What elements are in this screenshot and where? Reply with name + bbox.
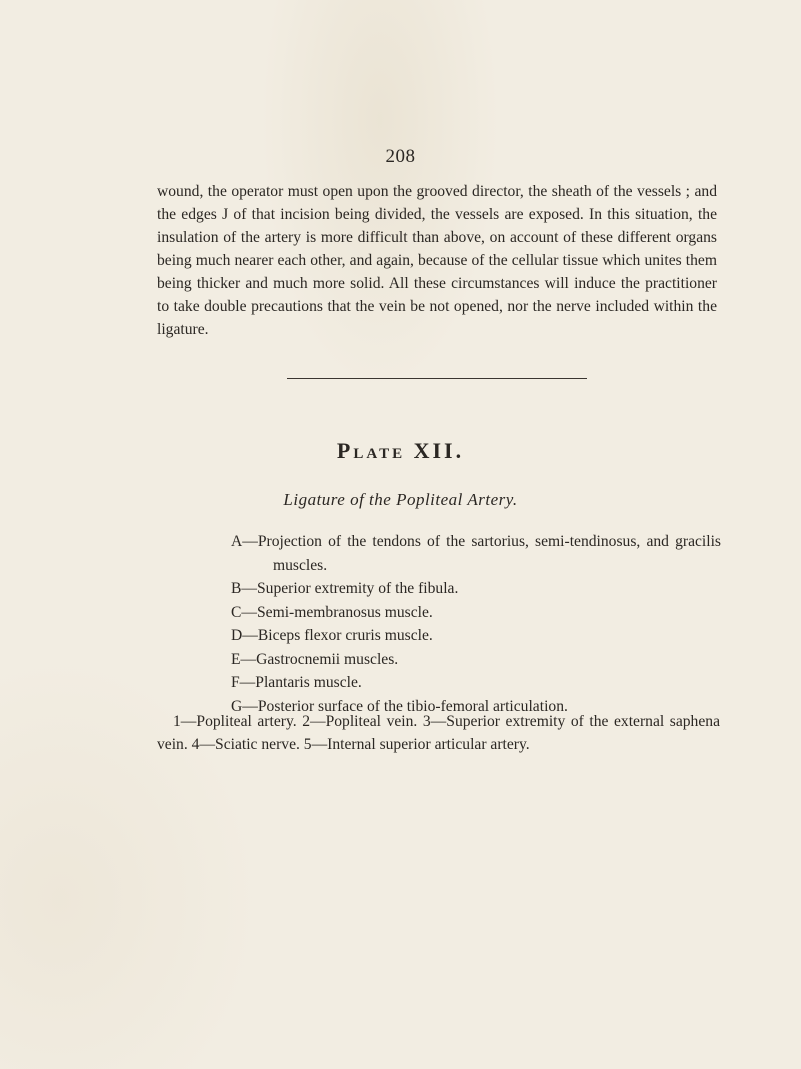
numbered-legend	[157, 710, 720, 756]
plate-legend	[231, 530, 721, 718]
legend-item-b: B—Superior extremity of the fibula.	[231, 580, 459, 597]
body-paragraph: wound, the operator must open upon the grooved director, the sheath of the vessels ; and the edges J of that incision being divided, the vessels are exposed. In this situation, the insulation of the artery is more difficult than above, on account of these different organs being much nearer each other, and again, because of the cellular tissue which unites them being thicker and much more solid. All these circumstances will induce the practitioner to take double precautions that the vein be not opened, nor the nerve included within the ligature.	[157, 183, 717, 338]
body-text	[157, 180, 717, 341]
page-number: 208	[385, 146, 416, 167]
plate-title: Plate XII.	[336, 438, 465, 463]
legend-item-e: E—Gastrocnemii muscles.	[231, 650, 399, 668]
section-divider	[287, 378, 587, 379]
plate-subtitle: Ligature of the Popliteal Artery.	[283, 490, 518, 509]
numbered-legend-paragraph: 1—Popliteal artery. 2—Popliteal vein. 3—Superior extremity of the external saphena vein. 4—Sciatic nerve. 5—Internal superior articular artery.	[157, 713, 720, 753]
legend-item-f: F—Plantaris muscle.	[231, 674, 362, 691]
legend-item-a: A—Projection of the tendons of the sartorius, semi-tendinosus, and gracilis muscles.	[231, 533, 721, 574]
legend-item-g: G—Posterior surface of the tibio-femoral articulation.	[231, 697, 568, 715]
legend-item-c: C—Semi-membranosus muscle.	[231, 603, 433, 621]
legend-item-d: D—Biceps flexor cruris muscle.	[231, 627, 433, 644]
